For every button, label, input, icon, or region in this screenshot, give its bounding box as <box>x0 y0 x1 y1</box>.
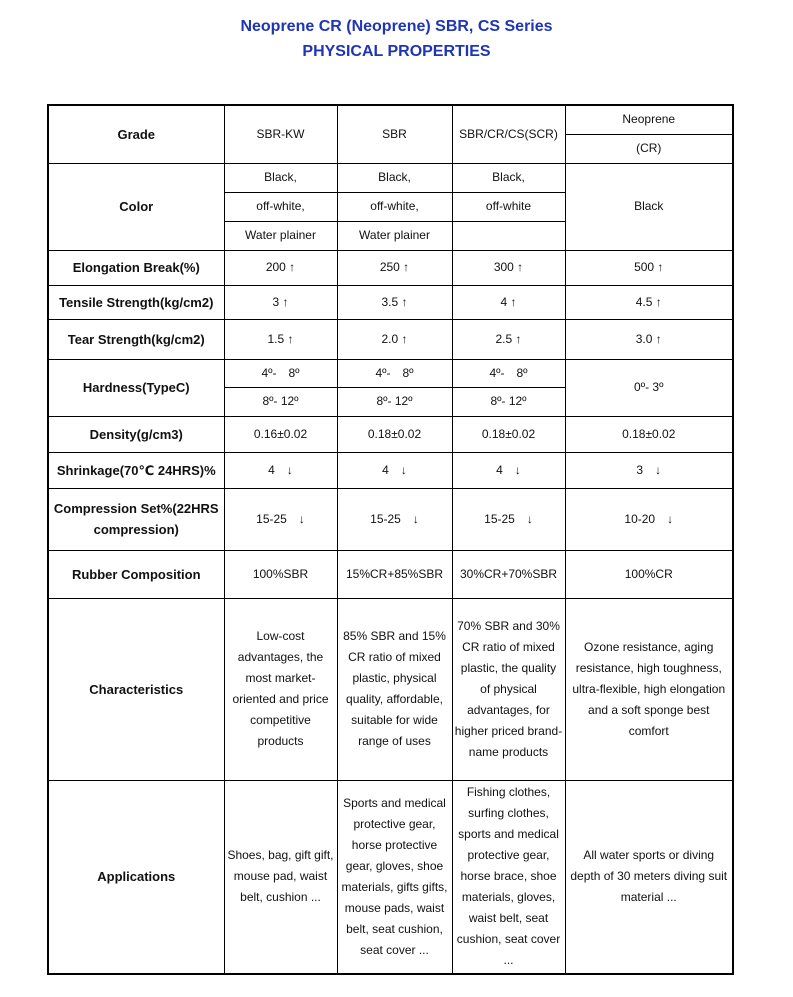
hardness-cell: 0º- 3º <box>565 359 733 416</box>
density-cell: 0.18±0.02 <box>337 416 452 452</box>
color-cell: off-white, <box>224 192 337 221</box>
hardness-cell: 8º- 12º <box>452 387 565 416</box>
row-label-tear: Tear Strength(kg/cm2) <box>48 319 224 359</box>
grade-neoprene: Neoprene <box>565 105 733 134</box>
row-label-compression: Compression Set%(22HRS compression) <box>48 488 224 550</box>
rubber-cell: 15%CR+85%SBR <box>337 550 452 598</box>
characteristics-cell: Ozone resistance, aging resistance, high toughness, ultra-flexible, high elongation and a soft sponge best comfort <box>565 598 733 780</box>
tear-cell: 2.0 ↑ <box>337 319 452 359</box>
document-subtitle: PHYSICAL PROPERTIES <box>302 43 491 60</box>
row-label-grade: Grade <box>48 105 224 163</box>
row-label-tensile: Tensile Strength(kg/cm2) <box>48 285 224 319</box>
shrinkage-cell: 4 ↓ <box>337 452 452 488</box>
density-cell: 0.18±0.02 <box>452 416 565 452</box>
shrinkage-cell: 4 ↓ <box>224 452 337 488</box>
tear-cell: 1.5 ↑ <box>224 319 337 359</box>
hardness-cell: 4º- 8º <box>337 359 452 387</box>
color-cell: Black, <box>337 163 452 192</box>
color-cell: off-white, <box>337 192 452 221</box>
elongation-cell: 500 ↑ <box>565 250 733 285</box>
compression-cell: 15-25 ↓ <box>337 488 452 550</box>
characteristics-cell: 85% SBR and 15% CR ratio of mixed plastic, physical quality, affordable, suitable for wide range of uses <box>337 598 452 780</box>
compression-cell: 15-25 ↓ <box>224 488 337 550</box>
grade-sbr: SBR <box>337 105 452 163</box>
row-label-hardness: Hardness(TypeC) <box>48 359 224 416</box>
elongation-cell: 200 ↑ <box>224 250 337 285</box>
rubber-cell: 100%SBR <box>224 550 337 598</box>
applications-cell: Shoes, bag, gift gift, mouse pad, waist belt, cushion ... <box>224 780 337 974</box>
shrinkage-cell: 3 ↓ <box>565 452 733 488</box>
rubber-cell: 100%CR <box>565 550 733 598</box>
hardness-cell: 8º- 12º <box>224 387 337 416</box>
hardness-cell: 4º- 8º <box>452 359 565 387</box>
elongation-cell: 250 ↑ <box>337 250 452 285</box>
hardness-cell: 8º- 12º <box>337 387 452 416</box>
color-cell: off-white <box>452 192 565 221</box>
applications-cell: Sports and medical protective gear, horse protective gear, gloves, shoe materials, gifts gifts, mouse pads, waist belt, seat cushion, seat cover ... <box>337 780 452 974</box>
row-label-elongation: Elongation Break(%) <box>48 250 224 285</box>
compression-cell: 15-25 ↓ <box>452 488 565 550</box>
applications-cell: Fishing clothes, surfing clothes, sports and medical protective gear, horse brace, shoe materials, gloves, waist belt, seat cushion, seat cover ... <box>452 780 565 974</box>
compression-cell: 10-20 ↓ <box>565 488 733 550</box>
elongation-cell: 300 ↑ <box>452 250 565 285</box>
applications-cell: All water sports or diving depth of 30 meters diving suit material ... <box>565 780 733 974</box>
color-cell: Black, <box>452 163 565 192</box>
row-label-color: Color <box>48 163 224 250</box>
grade-sbr-kw: SBR-KW <box>224 105 337 163</box>
document-title: Neoprene CR (Neoprene) SBR, CS Series <box>240 18 553 35</box>
hardness-cell: 4º- 8º <box>224 359 337 387</box>
tensile-cell: 3 ↑ <box>224 285 337 319</box>
density-cell: 0.16±0.02 <box>224 416 337 452</box>
color-cell: Black <box>565 163 733 250</box>
row-label-shrinkage: Shrinkage(70℃ 24HRS)% <box>48 452 224 488</box>
color-cell: Black, <box>224 163 337 192</box>
tensile-cell: 4 ↑ <box>452 285 565 319</box>
tear-cell: 3.0 ↑ <box>565 319 733 359</box>
density-cell: 0.18±0.02 <box>565 416 733 452</box>
characteristics-cell: Low-cost advantages, the most market-oriented and price competitive products <box>224 598 337 780</box>
color-cell: Water plainer <box>337 221 452 250</box>
tensile-cell: 3.5 ↑ <box>337 285 452 319</box>
color-cell: Water plainer <box>224 221 337 250</box>
physical-properties-table <box>47 104 734 975</box>
row-label-applications: Applications <box>48 780 224 974</box>
characteristics-cell: 70% SBR and 30% CR ratio of mixed plastic, the quality of physical advantages, for higher priced brand-name products <box>452 598 565 780</box>
shrinkage-cell: 4 ↓ <box>452 452 565 488</box>
row-label-rubber: Rubber Composition <box>48 550 224 598</box>
grade-scr: SBR/CR/CS(SCR) <box>452 105 565 163</box>
color-cell-empty <box>452 221 565 250</box>
grade-cr: (CR) <box>565 134 733 163</box>
tear-cell: 2.5 ↑ <box>452 319 565 359</box>
row-label-density: Density(g/cm3) <box>48 416 224 452</box>
tensile-cell: 4.5 ↑ <box>565 285 733 319</box>
row-label-characteristics: Characteristics <box>48 598 224 780</box>
rubber-cell: 30%CR+70%SBR <box>452 550 565 598</box>
